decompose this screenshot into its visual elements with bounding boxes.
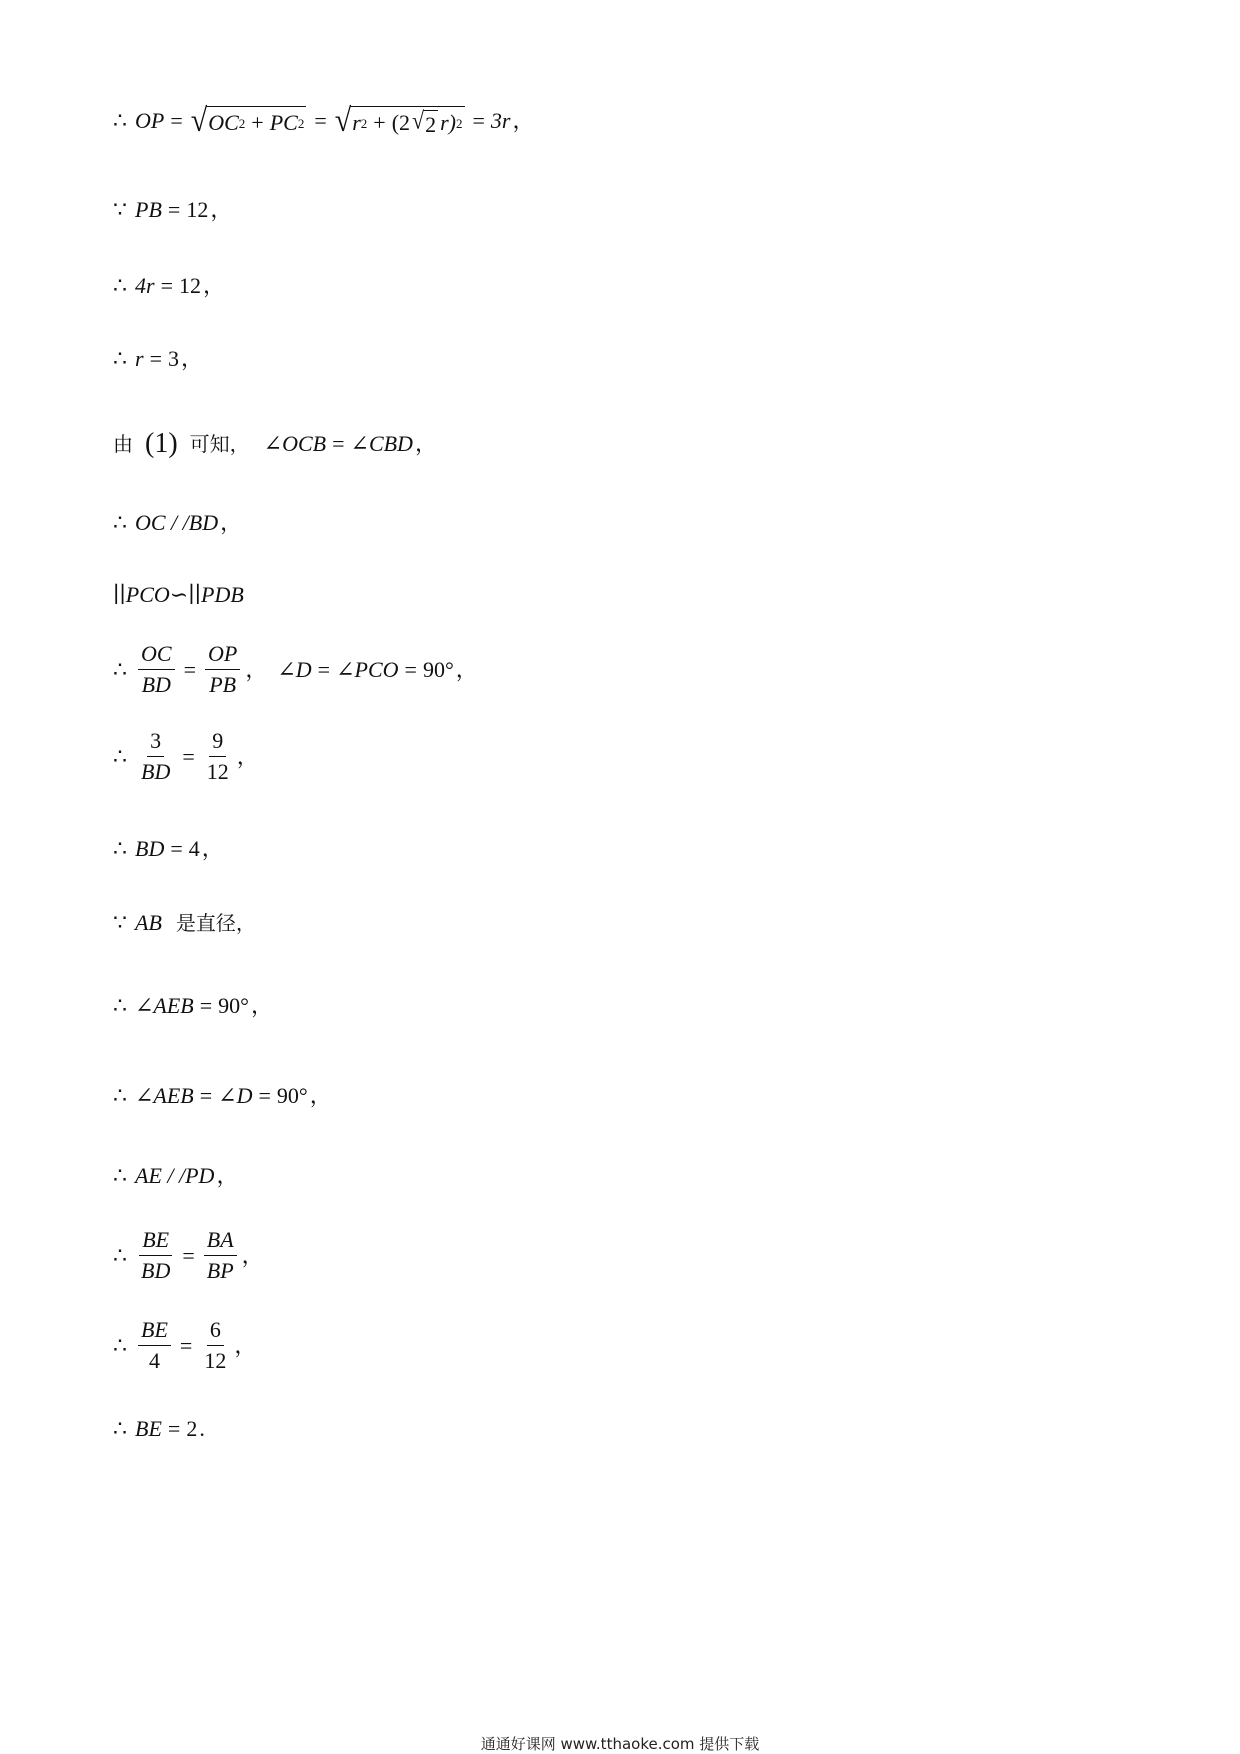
therefore-symbol: ∴ <box>113 346 127 371</box>
math-term: BE <box>135 1416 162 1441</box>
punctuation: ， <box>245 656 268 682</box>
denominator: BD <box>141 672 171 697</box>
equals-sign: = <box>472 108 485 133</box>
math-value: 4 <box>188 836 200 861</box>
math-term: OP <box>135 108 165 133</box>
punctuation: ， <box>220 510 243 535</box>
math-term: 3r <box>490 108 511 133</box>
numerator: BE <box>139 1229 172 1256</box>
math-term: AB <box>135 910 162 935</box>
equals-sign: = <box>183 656 196 682</box>
solution-line-8 <box>113 643 478 696</box>
punctuation: ， <box>210 197 233 222</box>
therefore-symbol: ∴ <box>113 1242 127 1268</box>
exponent: 2 <box>297 115 305 131</box>
equals-sign: = <box>199 1083 213 1108</box>
denominator: 4 <box>148 1348 160 1373</box>
punctuation: ， <box>216 1163 239 1188</box>
punctuation: ， <box>512 108 535 133</box>
chinese-text: 由 <box>113 432 133 456</box>
equals-sign: = <box>182 743 195 769</box>
therefore-symbol: ∴ <box>113 656 127 682</box>
fraction <box>138 730 173 783</box>
square-root: √ 2 <box>412 106 437 137</box>
therefore-symbol: ∴ <box>113 108 127 133</box>
fraction <box>138 1319 171 1372</box>
numerator: OP <box>205 643 240 670</box>
punctuation: . <box>199 1416 205 1441</box>
punctuation: ， <box>241 1242 264 1268</box>
math-term: AE / /PD <box>135 1163 215 1188</box>
numerator: OC <box>138 643 175 670</box>
denominator: BP <box>206 1258 234 1283</box>
equals-sign: = <box>258 1083 271 1108</box>
equals-sign: = <box>170 836 183 861</box>
math-term: OC <box>208 110 239 135</box>
solution-line-15 <box>113 1229 264 1282</box>
numerator: 9 <box>209 730 226 757</box>
solution-line-2 <box>113 199 232 221</box>
plus-sign: + <box>373 110 386 135</box>
therefore-symbol: ∴ <box>113 273 127 298</box>
part-reference: (1) <box>145 428 178 459</box>
radicand: 2 <box>425 112 437 137</box>
therefore-symbol: ∴ <box>113 510 127 535</box>
solution-line-14 <box>113 1165 238 1187</box>
therefore-symbol: ∴ <box>113 1083 127 1108</box>
math-term: PB <box>135 197 162 222</box>
punctuation: ， <box>234 1332 257 1358</box>
equals-sign: = <box>317 656 331 682</box>
equals-sign: = <box>332 431 345 456</box>
math-term: OC / /BD <box>135 510 219 535</box>
math-value: 90° <box>276 1083 308 1108</box>
math-term: ∣∣PCO∽∣∣PDB <box>113 582 244 607</box>
solution-line-16 <box>113 1319 256 1372</box>
math-term: 4r <box>135 273 155 298</box>
exponent: 2 <box>456 115 463 131</box>
punctuation: ， <box>414 431 437 456</box>
fraction <box>204 730 232 783</box>
punctuation: ， <box>202 273 225 298</box>
math-term: ∠OCB <box>263 431 327 456</box>
therefore-symbol: ∴ <box>113 836 127 861</box>
numerator: BA <box>204 1229 237 1256</box>
therefore-symbol: ∴ <box>113 1163 127 1188</box>
solution-line-9 <box>113 730 259 783</box>
denominator: BD <box>141 1258 171 1283</box>
exponent: 2 <box>360 115 368 131</box>
numerator: 3 <box>147 730 164 757</box>
equals-sign: = <box>170 108 183 133</box>
punctuation: ， <box>309 1083 332 1108</box>
equals-sign: = <box>199 993 213 1018</box>
because-symbol: ∵ <box>113 910 127 935</box>
math-value: 12 <box>178 273 201 298</box>
exponent: 2 <box>238 115 246 131</box>
math-value: 3 <box>167 346 179 371</box>
denominator: BD <box>141 759 171 784</box>
equals-sign: = <box>149 346 162 371</box>
therefore-symbol: ∴ <box>113 1416 127 1441</box>
equals-sign: = <box>314 108 327 133</box>
denominator: 12 <box>204 1348 227 1373</box>
solution-line-10 <box>113 838 224 860</box>
equals-sign: = <box>179 1332 193 1358</box>
denominator: 12 <box>206 759 229 784</box>
solution-line-1 <box>113 102 535 139</box>
math-term: r) <box>440 110 456 135</box>
chinese-text: 可知， <box>189 432 250 456</box>
solution-line-4 <box>113 348 203 370</box>
punctuation: ， <box>455 656 478 682</box>
because-symbol: ∵ <box>113 197 127 222</box>
equals-sign: = <box>160 273 173 298</box>
punctuation: ， <box>236 743 259 769</box>
math-value: 12 <box>186 197 209 222</box>
math-value: 90° <box>218 993 249 1018</box>
math-term: ∠AEB <box>135 993 194 1018</box>
fraction <box>201 1319 229 1372</box>
punctuation: ， <box>180 346 203 371</box>
solution-line-17 <box>113 1418 205 1440</box>
equals-sign: = <box>167 197 181 222</box>
fraction <box>138 1229 173 1282</box>
solution-line-6 <box>113 512 242 534</box>
page-footer: 通通好课网 www.tthaoke.com 提供下载 <box>480 1735 760 1753</box>
plus-sign: + <box>251 110 264 135</box>
numerator: BE <box>138 1319 171 1346</box>
equals-sign: = <box>167 1416 181 1441</box>
solution-line-13 <box>113 1085 332 1107</box>
math-value: 90° <box>422 656 454 682</box>
denominator: PB <box>209 672 237 697</box>
solution-line-7 <box>113 584 244 606</box>
equals-sign: = <box>404 656 417 682</box>
math-term: r <box>352 110 361 135</box>
math-value: 2 <box>186 1416 198 1441</box>
math-term: PC <box>269 110 298 135</box>
punctuation: ， <box>201 836 224 861</box>
fraction <box>138 643 175 696</box>
fraction <box>204 1229 237 1282</box>
therefore-symbol: ∴ <box>113 993 127 1018</box>
math-term: r <box>135 346 144 371</box>
punctuation: ， <box>250 993 273 1018</box>
solution-line-12 <box>113 995 273 1017</box>
math-term: ∠CBD <box>350 431 413 456</box>
math-term: BD <box>135 836 165 861</box>
solution-line-5 <box>113 430 437 458</box>
equals-sign: = <box>182 1242 195 1268</box>
math-term: ∠AEB <box>135 1083 194 1108</box>
numerator: 6 <box>207 1319 224 1346</box>
solution-line-11 <box>113 912 256 934</box>
math-term: ∠D <box>277 656 312 682</box>
square-root: √ OC 2 + PC 2 <box>190 102 305 139</box>
math-term: (2 <box>391 110 411 135</box>
square-root: √ r 2 + (2 √ 2 r) 2 <box>334 102 463 139</box>
math-term: ∠PCO <box>336 656 399 682</box>
therefore-symbol: ∴ <box>113 743 127 769</box>
solution-line-3 <box>113 275 225 297</box>
therefore-symbol: ∴ <box>113 1332 127 1358</box>
math-term: ∠D <box>218 1083 253 1108</box>
fraction <box>205 643 240 696</box>
chinese-text: 是直径， <box>175 911 256 935</box>
